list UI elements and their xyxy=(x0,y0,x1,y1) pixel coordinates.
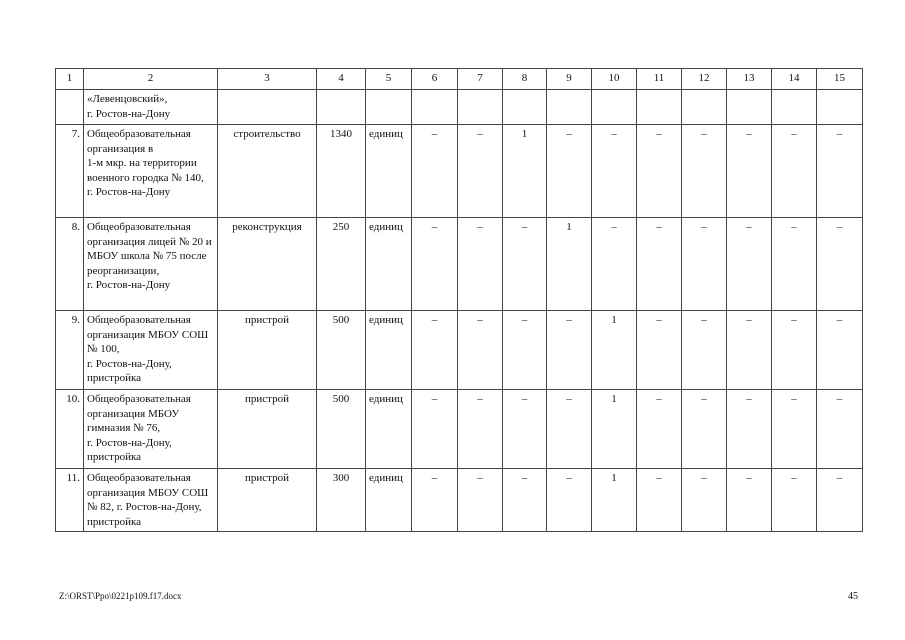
table-cell: – xyxy=(727,469,772,532)
table-cell: Общеобразовательная организация МБОУ гимназия № 76, г. Ростов-на-Дону, пристройка xyxy=(84,390,218,469)
table-body xyxy=(56,69,863,532)
header-cell: 1 xyxy=(56,69,84,90)
table-cell: – xyxy=(637,469,682,532)
table-cell: – xyxy=(592,125,637,218)
table-row xyxy=(56,90,863,125)
table-cell: – xyxy=(458,311,503,390)
table-cell: 1 xyxy=(592,311,637,390)
header-cell: 7 xyxy=(458,69,503,90)
table-cell: реконструкция xyxy=(218,218,317,311)
table-cell: – xyxy=(817,469,863,532)
table-cell: – xyxy=(682,125,727,218)
table-cell: – xyxy=(412,469,458,532)
table-cell: – xyxy=(458,469,503,532)
table-cell: – xyxy=(637,390,682,469)
table-cell: 250 xyxy=(317,218,366,311)
table-cell: 11. xyxy=(56,469,84,532)
table-cell xyxy=(218,90,317,125)
table-cell xyxy=(637,90,682,125)
table-row xyxy=(56,218,863,311)
table-cell: – xyxy=(503,218,547,311)
table-cell: 8. xyxy=(56,218,84,311)
table-cell: пристрой xyxy=(218,469,317,532)
table-cell: – xyxy=(547,125,592,218)
header-cell: 9 xyxy=(547,69,592,90)
table-row xyxy=(56,469,863,532)
table-cell xyxy=(458,90,503,125)
file-path: Z:\ORST\Ppo\0221p109.f17.docx xyxy=(59,591,182,601)
table-cell: 9. xyxy=(56,311,84,390)
table-cell: 500 xyxy=(317,390,366,469)
table-cell: Общеобразовательная организация лицей № 20 и МБОУ школа № 75 после реорганизации, г. Ростов-на-Дону xyxy=(84,218,218,311)
table-cell xyxy=(592,90,637,125)
table-cell: пристрой xyxy=(218,311,317,390)
page-number: 45 xyxy=(848,591,858,602)
table-cell: 10. xyxy=(56,390,84,469)
header-cell: 14 xyxy=(772,69,817,90)
table-cell: – xyxy=(637,125,682,218)
table-cell xyxy=(817,90,863,125)
header-cell: 2 xyxy=(84,69,218,90)
table-cell xyxy=(682,90,727,125)
header-cell: 8 xyxy=(503,69,547,90)
header-cell: 13 xyxy=(727,69,772,90)
table-cell: единиц xyxy=(366,125,412,218)
header-cell: 4 xyxy=(317,69,366,90)
table-cell: «Левенцовский», г. Ростов-на-Дону xyxy=(84,90,218,125)
table-row xyxy=(56,390,863,469)
table-cell: – xyxy=(727,311,772,390)
table-cell: – xyxy=(727,390,772,469)
table-cell: – xyxy=(682,390,727,469)
table-cell: единиц xyxy=(366,469,412,532)
table-cell: – xyxy=(412,390,458,469)
header-cell: 5 xyxy=(366,69,412,90)
table-cell xyxy=(503,90,547,125)
table-cell: – xyxy=(503,390,547,469)
table-cell: – xyxy=(592,218,637,311)
table-cell: 7. xyxy=(56,125,84,218)
table-cell xyxy=(772,90,817,125)
header-cell: 11 xyxy=(637,69,682,90)
table-cell: 1 xyxy=(592,469,637,532)
table-cell xyxy=(366,90,412,125)
table-cell: – xyxy=(817,125,863,218)
table-cell: – xyxy=(412,125,458,218)
table-cell: 500 xyxy=(317,311,366,390)
table-cell: – xyxy=(458,125,503,218)
table-cell: 1 xyxy=(592,390,637,469)
table-cell: – xyxy=(817,311,863,390)
header-cell: 3 xyxy=(218,69,317,90)
table-cell: – xyxy=(772,125,817,218)
header-row xyxy=(56,69,863,90)
header-cell: 6 xyxy=(412,69,458,90)
table-cell xyxy=(547,90,592,125)
table-cell: 1340 xyxy=(317,125,366,218)
table-cell: – xyxy=(682,469,727,532)
table-cell: – xyxy=(772,311,817,390)
header-cell: 15 xyxy=(817,69,863,90)
table-row xyxy=(56,125,863,218)
table-cell xyxy=(727,90,772,125)
table-cell: – xyxy=(727,125,772,218)
table-cell: – xyxy=(547,390,592,469)
table-cell: Общеобразовательная организация МБОУ СОШ № 82, г. Ростов-на-Дону, пристройка xyxy=(84,469,218,532)
header-cell: 12 xyxy=(682,69,727,90)
data-table xyxy=(55,68,863,532)
table-cell: – xyxy=(458,390,503,469)
table-cell: 300 xyxy=(317,469,366,532)
table-cell: – xyxy=(772,218,817,311)
table-cell xyxy=(56,90,84,125)
table-cell: – xyxy=(682,218,727,311)
table-cell: – xyxy=(547,311,592,390)
table-cell: – xyxy=(817,218,863,311)
table-cell: – xyxy=(503,469,547,532)
table-cell xyxy=(412,90,458,125)
table-cell: – xyxy=(547,469,592,532)
table-cell: строительство xyxy=(218,125,317,218)
table-cell: – xyxy=(412,311,458,390)
table-cell: – xyxy=(817,390,863,469)
table-cell: – xyxy=(503,311,547,390)
table-cell: единиц xyxy=(366,218,412,311)
table-cell xyxy=(317,90,366,125)
table-cell: единиц xyxy=(366,311,412,390)
header-cell: 10 xyxy=(592,69,637,90)
table-cell: – xyxy=(458,218,503,311)
table-cell: – xyxy=(727,218,772,311)
table-cell: – xyxy=(637,218,682,311)
table-cell: – xyxy=(772,469,817,532)
table-cell: – xyxy=(412,218,458,311)
table-cell: Общеобразовательная организация в 1-м мкр. на территории военного городка № 140, г. Ростов-на-Дону xyxy=(84,125,218,218)
table-cell: 1 xyxy=(503,125,547,218)
table-cell: – xyxy=(772,390,817,469)
table-cell: 1 xyxy=(547,218,592,311)
table-cell: – xyxy=(637,311,682,390)
table-cell: единиц xyxy=(366,390,412,469)
table-cell: пристрой xyxy=(218,390,317,469)
table-row xyxy=(56,311,863,390)
table-cell: Общеобразовательная организация МБОУ СОШ № 100, г. Ростов-на-Дону, пристройка xyxy=(84,311,218,390)
table-cell: – xyxy=(682,311,727,390)
